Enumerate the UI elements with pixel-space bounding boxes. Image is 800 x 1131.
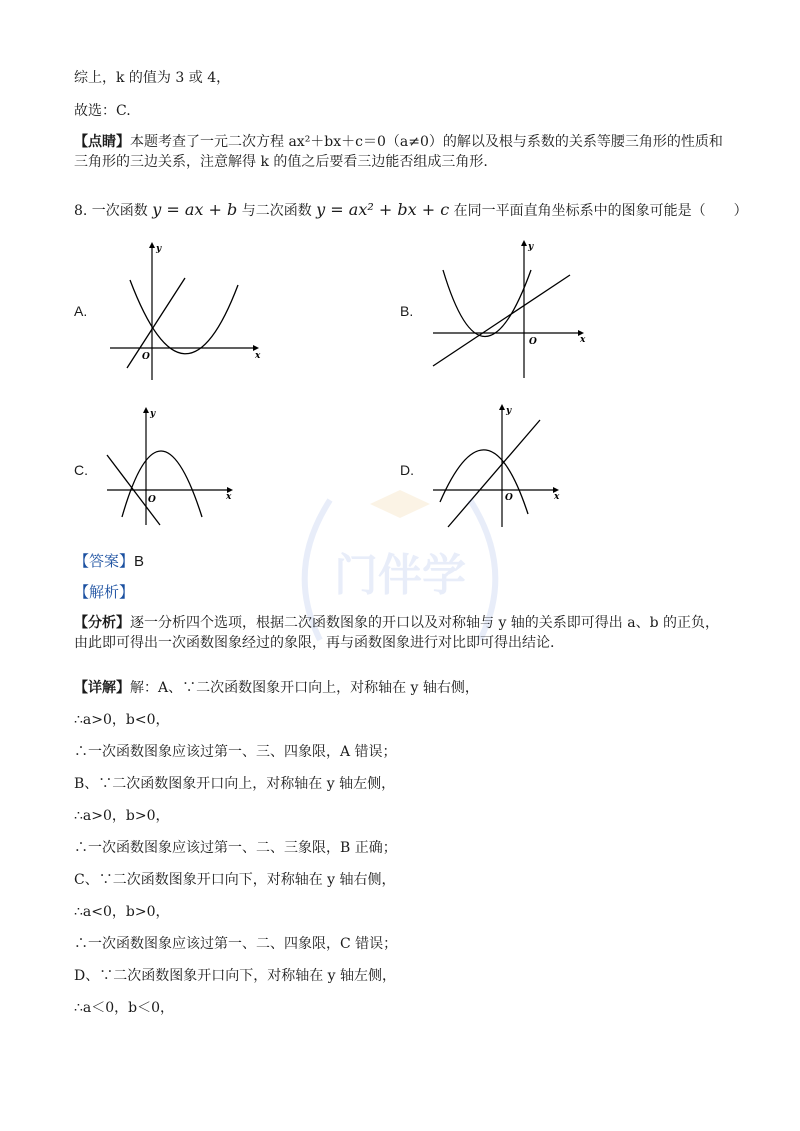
watermark-text: 门伴学 <box>334 550 466 601</box>
origin-label: O <box>148 495 156 505</box>
y-axis-label: y <box>156 244 162 254</box>
detail-line-4 <box>74 774 395 794</box>
y-axis-arrow <box>499 404 505 410</box>
detail-text-10: D、∵二次函数图象开口向下，对称轴在 y 轴左侧， <box>74 968 397 984</box>
origin-label: O <box>142 352 150 362</box>
detail-text-3: ∴一次函数图象应该过第一、三、四象限，A 错误； <box>74 744 397 760</box>
dianjing-tag: 【点睛】 <box>74 134 130 150</box>
question-8 <box>74 200 748 221</box>
choice-line <box>74 101 131 121</box>
option-a-label: A. <box>74 303 88 319</box>
y-axis-arrow <box>143 407 149 413</box>
detail-line-7 <box>74 870 396 890</box>
detail-text-11: ∴a＜0，b＜0， <box>74 1000 175 1016</box>
detail-text-4: B、∵二次函数图象开口向上，对称轴在 y 轴左侧， <box>74 776 396 792</box>
detail-text-1: 解：A、∵二次函数图象开口向上，对称轴在 y 轴右侧， <box>130 680 479 696</box>
origin-label: O <box>529 337 537 347</box>
question-prefix: 8. 一次函数 <box>74 203 148 219</box>
x-axis-label: x <box>554 492 560 502</box>
detail-line-8 <box>74 902 170 922</box>
detail-line-2 <box>74 710 170 730</box>
detail-text-9: ∴一次函数图象应该过第一、二、四象限，C 错误； <box>74 936 398 952</box>
fenxi-paragraph <box>74 613 726 653</box>
conclusion-line <box>74 68 230 88</box>
detail-text-2: ∴a>0，b<0， <box>74 712 170 728</box>
option-b-label: B. <box>400 303 414 319</box>
cap-icon <box>370 490 430 518</box>
fenxi-text: 逐一分析四个选项，根据二次函数图象的开口以及对称轴与 y 轴的关系即可得出 a、b 的正负，由此即可得出一次函数图象经过的象限，再与函数图象进行对比即可得出结论. <box>74 615 720 651</box>
detail-line-6 <box>74 838 397 858</box>
linear-line <box>127 278 185 368</box>
quadratic-equation: y = ax² + bx + c <box>316 200 450 219</box>
y-axis-arrow <box>521 240 527 246</box>
detail-line-9 <box>74 934 397 954</box>
x-axis-label: x <box>255 351 261 361</box>
origin-label: O <box>505 493 513 503</box>
detail-text-5: ∴a>0，b>0， <box>74 808 170 824</box>
answer-line <box>74 551 144 572</box>
dianjing-paragraph <box>74 132 726 172</box>
graph-b <box>425 238 590 383</box>
option-c-label: C. <box>74 462 88 478</box>
detail-line-5 <box>74 806 170 826</box>
analysis-line <box>74 582 134 602</box>
answer-value: B <box>134 553 145 570</box>
graph-a <box>105 240 265 385</box>
question-suffix: 在同一平面直角坐标系中的图象可能是（ ） <box>453 203 748 219</box>
detail-tag: 【详解】 <box>74 680 130 696</box>
detail-text-6: ∴一次函数图象应该过第一、二、三象限，B 正确； <box>74 840 397 856</box>
linear-equation: y = ax + b <box>152 200 238 219</box>
y-axis-arrow <box>149 242 155 248</box>
y-axis-label: y <box>506 406 512 416</box>
detail-line-11 <box>74 998 174 1018</box>
answer-tag: 【答案】 <box>74 552 135 570</box>
parabola <box>130 280 238 354</box>
graph-c <box>102 405 242 530</box>
fenxi-tag: 【分析】 <box>74 615 130 631</box>
detail-text-8: ∴a<0，b>0， <box>74 904 170 920</box>
conclusion-text: 综上，k 的值为 3 或 4， <box>74 70 231 86</box>
detail-line-1 <box>74 678 479 698</box>
y-axis-label: y <box>150 409 156 419</box>
analysis-tag: 【解析】 <box>74 583 135 601</box>
detail-line-3 <box>74 742 397 762</box>
option-d-label: D. <box>400 462 414 478</box>
parabola <box>443 270 531 337</box>
y-axis-label: y <box>528 242 534 252</box>
x-axis-label: x <box>226 492 232 502</box>
linear-line <box>433 275 570 366</box>
choice-text: 故选：C. <box>74 103 131 119</box>
x-axis-label: x <box>580 335 586 345</box>
parabola <box>122 451 202 517</box>
detail-line-10 <box>74 966 396 986</box>
question-mid: 与二次函数 <box>241 203 312 219</box>
detail-text-7: C、∵二次函数图象开口向下，对称轴在 y 轴右侧， <box>74 872 396 888</box>
dianjing-text: 本题考查了一元二次方程 ax²＋bx＋c＝0（a≠0）的解以及根与系数的关系等腰三角形的性质和三角形的三边关系，注意解得 k 的值之后要看三边能否组成三角形. <box>74 134 723 170</box>
